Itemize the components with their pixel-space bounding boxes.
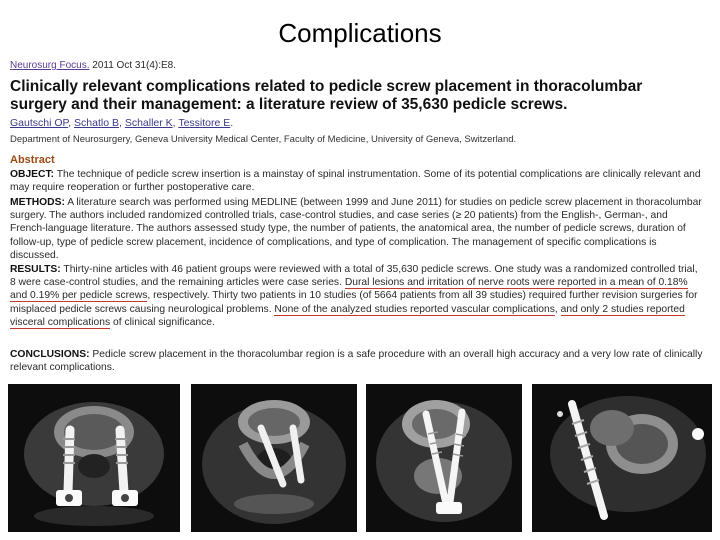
ct-scan-image [532, 384, 712, 532]
paper-abstract-screenshot [6, 58, 712, 376]
methods-text: A literature search was performed using MEDLINE (between 1999 and June 2011) for studies on pedicle screw placement in thoracolumbar surgery. The authors included randomized controlled trials, case-control studies, and case series (≥ 20 patients) from the English-, German-, and French-language literature. The authors assessed study type, the number of patients, the anatomical area, the number of pedicle screws, duration of follow-up, type of pedicle screw placement, incidence of complications, and type of complication. The management of specific complications is discussed. [10, 197, 702, 261]
abstract-conclusions [10, 348, 706, 374]
author-link[interactable]: Gautschi OP [10, 117, 69, 129]
citation-details: 2011 Oct 31(4):E8. [89, 60, 177, 71]
conclusions-label: CONCLUSIONS: [10, 349, 90, 360]
citation [10, 60, 176, 71]
ct-scan-image [366, 384, 522, 532]
abstract-methods [10, 196, 706, 262]
results-label: RESULTS: [10, 264, 61, 275]
citation-journal-link[interactable]: Neurosurg Focus. [10, 60, 90, 71]
results-text: Thirty-nine articles with 46 patient groups were reviewed with a total of 35,630 pedicle screws. One study was a randomized controlled trial, 8 were case-control studies, and the remaining articles were case series. [10, 264, 698, 289]
slide-title: Complications [278, 18, 442, 48]
conclusions-text: Pedicle screw placement in the thoracolumbar region is a safe procedure with an overall high accuracy and a very low rate of clinically relevant complications. [10, 349, 703, 374]
ct-scan-image [8, 384, 180, 532]
author-link[interactable]: Schaller K [124, 117, 173, 129]
abstract-heading: Abstract [10, 154, 55, 166]
abstract-objective [10, 168, 706, 194]
highlight-visceral: and only 2 studies reported visceral complications [10, 303, 685, 328]
results-text: , respectively. Thirty two patients in 10 studies (of 5664 patients from all 39 studies) required further revision surgeries for misplaced pedicle screws causing neurological problems. [10, 290, 698, 315]
ct-scan-row [8, 384, 712, 532]
author-link[interactable]: Tessitore E [178, 117, 231, 129]
abstract-results [10, 263, 706, 329]
objective-label: OBJECT: [10, 169, 55, 180]
methods-label: METHODS: [10, 197, 65, 208]
affiliation: Department of Neurosurgery, Geneva University Medical Center, Faculty of Medicine, University of Geneva, Switzerland. [10, 134, 517, 145]
results-text: of clinical significance. [110, 316, 215, 328]
author-link[interactable]: Schatlo B [74, 117, 119, 129]
ct-scan-image [191, 384, 357, 532]
objective-text: The technique of pedicle screw insertion is a mainstay of spinal instrumentation. Some of its potential complications are clinically relevant and may require reoperation or further postoperative care. [10, 169, 701, 194]
paper-title: Clinically relevant complications related to pedicle screw placement in thoracolumbar surgery and their management: a literature review of 35,630 pedicle screws. [10, 78, 643, 113]
results-text: , [554, 303, 561, 315]
author-list: Gautschi OP, Schatlo B, Schaller K, Tessitore E. [10, 117, 234, 129]
highlight-dural-lesions: Dural lesions and irritation of nerve roots were reported in a mean of 0.18% and 0.19% per pedicle screws [10, 277, 688, 302]
highlight-vascular: None of the analyzed studies reported vascular complications [274, 303, 555, 315]
